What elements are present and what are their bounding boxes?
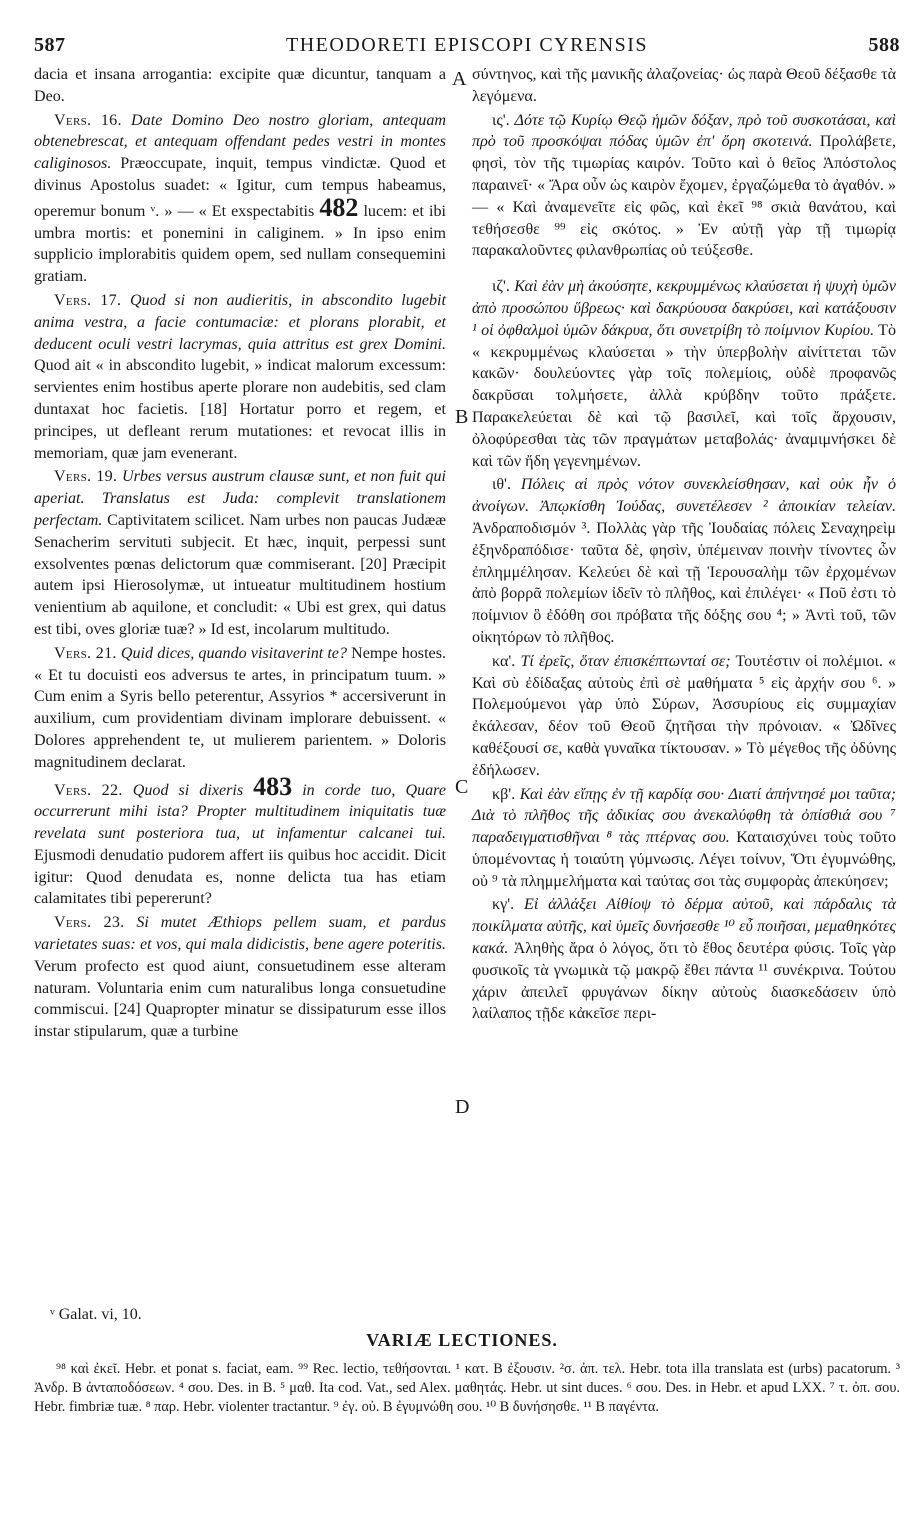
margin-number-483: 483 — [253, 771, 293, 801]
paragraph-verse-19: Vers. 19. Urbes versus austrum clausæ sunt, et non fuit qui aperiat. Translatus est Juda: complevit translationem perfectam. Captivitatem scilicet. Nam urbes non paucas Judææ Senacherim servituti subjecit. Et hæc, inquit, perpessi sunt exsolventes pœnas delictorum quæ commiserant. [20] Præcipit autem ipsi Hierosolymæ, ut intueatur multitudinem hostium venientium ab aquilone, et concludit: « Ubi est grex, qui datus est tibi, oves gloriæ tuæ? » Id est, incolarum multitudo. — [34, 468, 447, 638]
paragraph-verse-16: Vers. 16. Date Domino Deo nostro gloriam, antequam obtenebrescat, et antequam offendant pedes vestri in montes caliginosos. Præoccupate, inquit, tempus vindictæ. Quod et divinus Apostolus suadet: « Igitur, cum tempus habeamus, operemur bonum ᵛ. » — « Et exspectabitis 482 lucem: et ibi umbra mortis: et ponemini in caliginem. » In ipso enim supplicio implorabitis quidem opem, sed nullam consequemini gratiam. — [34, 111, 446, 286]
greek-paragraph-intro: σύντηνος, καὶ τῆς μανικῆς ἀλαζονείας· ὡς παρὰ Θεοῦ δέξασθε τὰ λεγόμενα. — [472, 66, 896, 105]
paragraph-verse-22: Vers. 22. Quod si dixeris 483 in corde tuo, Quare occurrerunt mihi ista? Propter multitudinem iniquitatis tuæ revelata sunt posteriora tua, ut infamentur calcanei tui. Ejusmodi denudatio pudorem affert iis quibus hoc accidit. Dicit igitur: Quod denudata es, nonne delicta tua has etiam calamitates tibi pepererunt? — [34, 771, 446, 908]
running-title: THEODORETI EPISCOPI CYRENSIS — [285, 34, 649, 56]
paragraph-verse-21: Vers. 21. Quid dices, quando visitaverint te? Nempe hostes. « Et tu docuisti eos adversus te artes, in principatum tuum. » Cum enim a Syris bello peterentur, Assyrios * accersiverunt in auxilium, cum providentiam divinam implorare debuissent. « Dolores apprehendent te, ut mulierem parientem. » Doloris magnitudinem declarat. — [34, 644, 446, 771]
footnote-galatians: ᵛ Galat. vi, 10. — [50, 1306, 142, 1323]
page-header — [34, 34, 900, 60]
paragraph-intro: dacia et insana arrogantia: excipite quæ dicuntur, tanquam a Deo. — [34, 66, 446, 105]
variae-lectiones-text: ⁹⁸ καὶ ἐκεῖ. Hebr. et ponat s. faciat, eam. ⁹⁹ Rec. lectio, τεθήσονται. ¹ κατ. B ἐξουσιν. ²σ. ἀπ. τελ. Hebr. tota illa translata est (urbs) pacatorum. ³ Ἀνδρ. B ἀνταποδόσεων. ⁴ σου. Des. in B. ⁵ μαθ. Ita cod. Vat., sed Alex. μαθητάς. Hebr. ut sint duces. ⁶ σου. Des. in Hebr. et apud LXX. ⁷ τ. ὀπ. σου. Hebr. fimbriæ tuæ. ⁸ παρ. Hebr. violenter tractantur. ⁹ ἐγ. οὐ. B ἐγυμνώθη σου. ¹⁰ B δυνήσησθε. ¹¹ B παγέντα. — [34, 1361, 900, 1415]
page-number-right: 588 — [868, 34, 900, 56]
greek-paragraph-21: κα'. Τί ἐρεῖς, ὅταν ἐπισκέπτωνταί σε; Τουτέστιν οἱ πολέμιοι. « Καὶ σὺ ἐδίδαξας αὐτοὺς ἐπὶ σὲ μαθήματα ⁵ εἰς ἀρχήν σου ⁶. » Πολεμούμενοι γὰρ ὑπὸ Σύρων, Ἀσσυρίους εἰς συμμαχίαν ἐκάλεσαν, δέον τοῦ Θεοῦ ζητῆσαι τὴν πρόνοιαν. « Ὠδῖνες καθέξουσί σε, καθὰ γυναῖκα τίκτουσαν. » Τὸ μέγεθος τῆς ὀδύνης ἐδήλωσεν. — [472, 652, 896, 779]
margin-letter-a: A — [452, 68, 467, 90]
greek-paragraph-23: κγ'. Εἰ ἀλλάξει Αἰθίοψ τὸ δέρμα αὐτοῦ, καὶ πάρδαλις τὰ ποικίλματα αὐτῆς, καὶ ὑμεῖς δυνήσεσθε ¹⁰ εὖ ποιῆσαι, μεμαθηκότες κακά. Ἀληθὴς ἄρα ὁ λόγος, ὅτι τὸ ἔθος δευτέρα φύσις. Τοῖς γὰρ φυσικοῖς τὰ γνωμικὰ τῷ μακρῷ ἔθει πάντα ¹¹ συνέκρινα. Τούτου χάριν ἀπειλεῖ φρυγάνων δίκην αὐτοὺς διασκεδάσειν ὑπὸ λαίλαπος τῇδε κἀκεῖσε περι- — [472, 896, 896, 1023]
latin-column — [34, 64, 446, 1045]
paragraph-verse-23: Vers. 23. Si mutet Æthiops pellem suam, et pardus varietates suas: et vos, qui mala didicistis, bene agere poteritis. Verum profecto est quod aiunt, consuetudinem esse alteram naturam. Voluntaria enim cum naturalibus longa consuetudine commiscui. [24] Quapropter minatur se dissipaturum esse illos instar stipularum, quæ a turbine — [34, 914, 447, 1041]
paragraph-verse-17: Vers. 17. Quod si non audieritis, in abscondito lugebit anima vestra, a facie contumaciæ: et plorans plorabit, et deducent oculi vestri lacrymas, quia attritus est grex Domini. Quod ait « in abscondito lugebit, » indicat malorum excessum: servientes enim hostibus aperte plorare non audebitis, sed clam duntaxat hoc facietis. [18] Hortatur porro et regem, et principes, ut defleant rerum mutationes: et revocat illis in memoriam, quæ jam evenerant. — [34, 291, 446, 462]
variae-lectiones — [34, 1360, 900, 1417]
greek-paragraph-17: ιζ'. Καὶ ἐὰν μὴ ἀκούσητε, κεκρυμμένως κλαύσεται ἡ ψυχὴ ὑμῶν ἀπὸ προσώπου ὕβρεως· καὶ δακρύουσα δακρύσει, καὶ κατάξουσιν ¹ οἱ ὀφθαλμοὶ ὑμῶν δάκρυα, ὅτι συνετρίβη τὸ ποίμνιον Κυρίου. Τὸ « κεκρυμμένως κλαύσεται » τὴν ὑπερβολὴν αἰνίττεται τῶν κακῶν· δουλεύοντες γὰρ τοῖς πολεμίοις, οὐδὲ προφανῶς δακρῦσαι τολμήσετε, ἀλλὰ κρύβδην τοῦτο πράξετε. Παρακελεύεται δὲ καὶ τῷ βασιλεῖ, καὶ τοῖς ἄρχουσιν, ὀλοφύρεσθαι τὰς τῶν πραγμάτων μεταβολάς· ἀναμιμνήσκει δὲ καὶ τῶν ἤδη γεγενημένων. — [472, 278, 896, 470]
greek-column — [472, 64, 896, 1027]
margin-letter-c: C — [455, 776, 469, 798]
margin-letter-d: D — [455, 1096, 470, 1118]
greek-paragraph-16: ις'. Δότε τῷ Κυρίῳ Θεῷ ἡμῶν δόξαν, πρὸ τοῦ συσκοτάσαι, καὶ πρὸ τοῦ προσκόψαι πόδας ὑμῶν ἐπ' ὄρη σκοτεινά. Προλάβετε, φησὶ, τὸν τῆς τιμωρίας καιρόν. Τοῦτο καὶ ὁ θεῖος Ἀπόστολος παραινεῖ· « Ἄρα οὖν ὡς καιρὸν ἔχομεν, ἐργαζώμεθα τὸ ἀγαθόν. » — « Καὶ ἀναμενεῖτε εἰς φῶς, καὶ ἐκεῖ ⁹⁸ σκιὰ θανάτου, καὶ τεθήσεσθε ⁹⁹ εἰς σκότος. » Ἐν αὐτῇ γὰρ τῇ τιμωρίᾳ παρακαλοῦντες φιλανθρωπίας οὐ τεύξεσθε. — [472, 111, 896, 260]
greek-paragraph-19: ιθ'. Πόλεις αἱ πρὸς νότον συνεκλείσθησαν, καὶ οὐκ ἦν ὁ ἀνοίγων. Ἀπῳκίσθη Ἰούδας, συνετέλεσεν ² ἀποικίαν τελείαν. Ἀνδραποδισμόν ³. Πολλὰς γὰρ τῆς Ἰουδαίας πόλεις Σεναχηρεὶμ ἐξηνδραπόδισε· ταῦτα δὲ, φησὶν, ὑπέμειναν ποινὴν τίνοντες ὧν ἐπλημμέλησαν. Κελεύει δὲ καὶ τῇ Ἱερουσαλὴμ τῶν ἐρχομένων ἀπὸ βορρᾶ πολεμίων ἰδεῖν τὸ πλῆθος, καὶ ἐπιλέγει· « Ποῦ ἐστι τὸ ποίμνιον ὃ ἐδόθη σοι πρόβατα τῆς δόξης σου ⁴; » Ἀντὶ τοῦ, τῶν οἰκητόρων τὸ πλῆθος. — [472, 476, 896, 646]
page-number-left: 587 — [34, 34, 66, 56]
margin-number-482: 482 — [319, 192, 359, 222]
variae-lectiones-title: VARIÆ LECTIONES. — [366, 1330, 558, 1350]
greek-paragraph-22: κβ'. Καὶ ἐὰν εἴπῃς ἐν τῇ καρδίᾳ σου· Διατί ἀπήντησέ μοι ταῦτα; Διὰ τὸ πλῆθος τῆς ἀδικίας σου ἀνεκαλύφθη τὰ ὀπίσθιά σου ⁷ παραδειγματισθῆναι ⁸ τὰς πτέρνας σου. Καταισχύνει τοὺς τοῦτο ὑπομένοντας ἡ τοιαύτη γύμνωσις. Λέγει τοίνυν, Ὅτι ἐγυμνώθης, οὐ ⁹ τὰ πλημμελήματα καὶ ταύτας σοι τὰς συμφορὰς ἀπεκύησεν; — [472, 785, 896, 890]
margin-letter-b: B — [455, 406, 469, 428]
